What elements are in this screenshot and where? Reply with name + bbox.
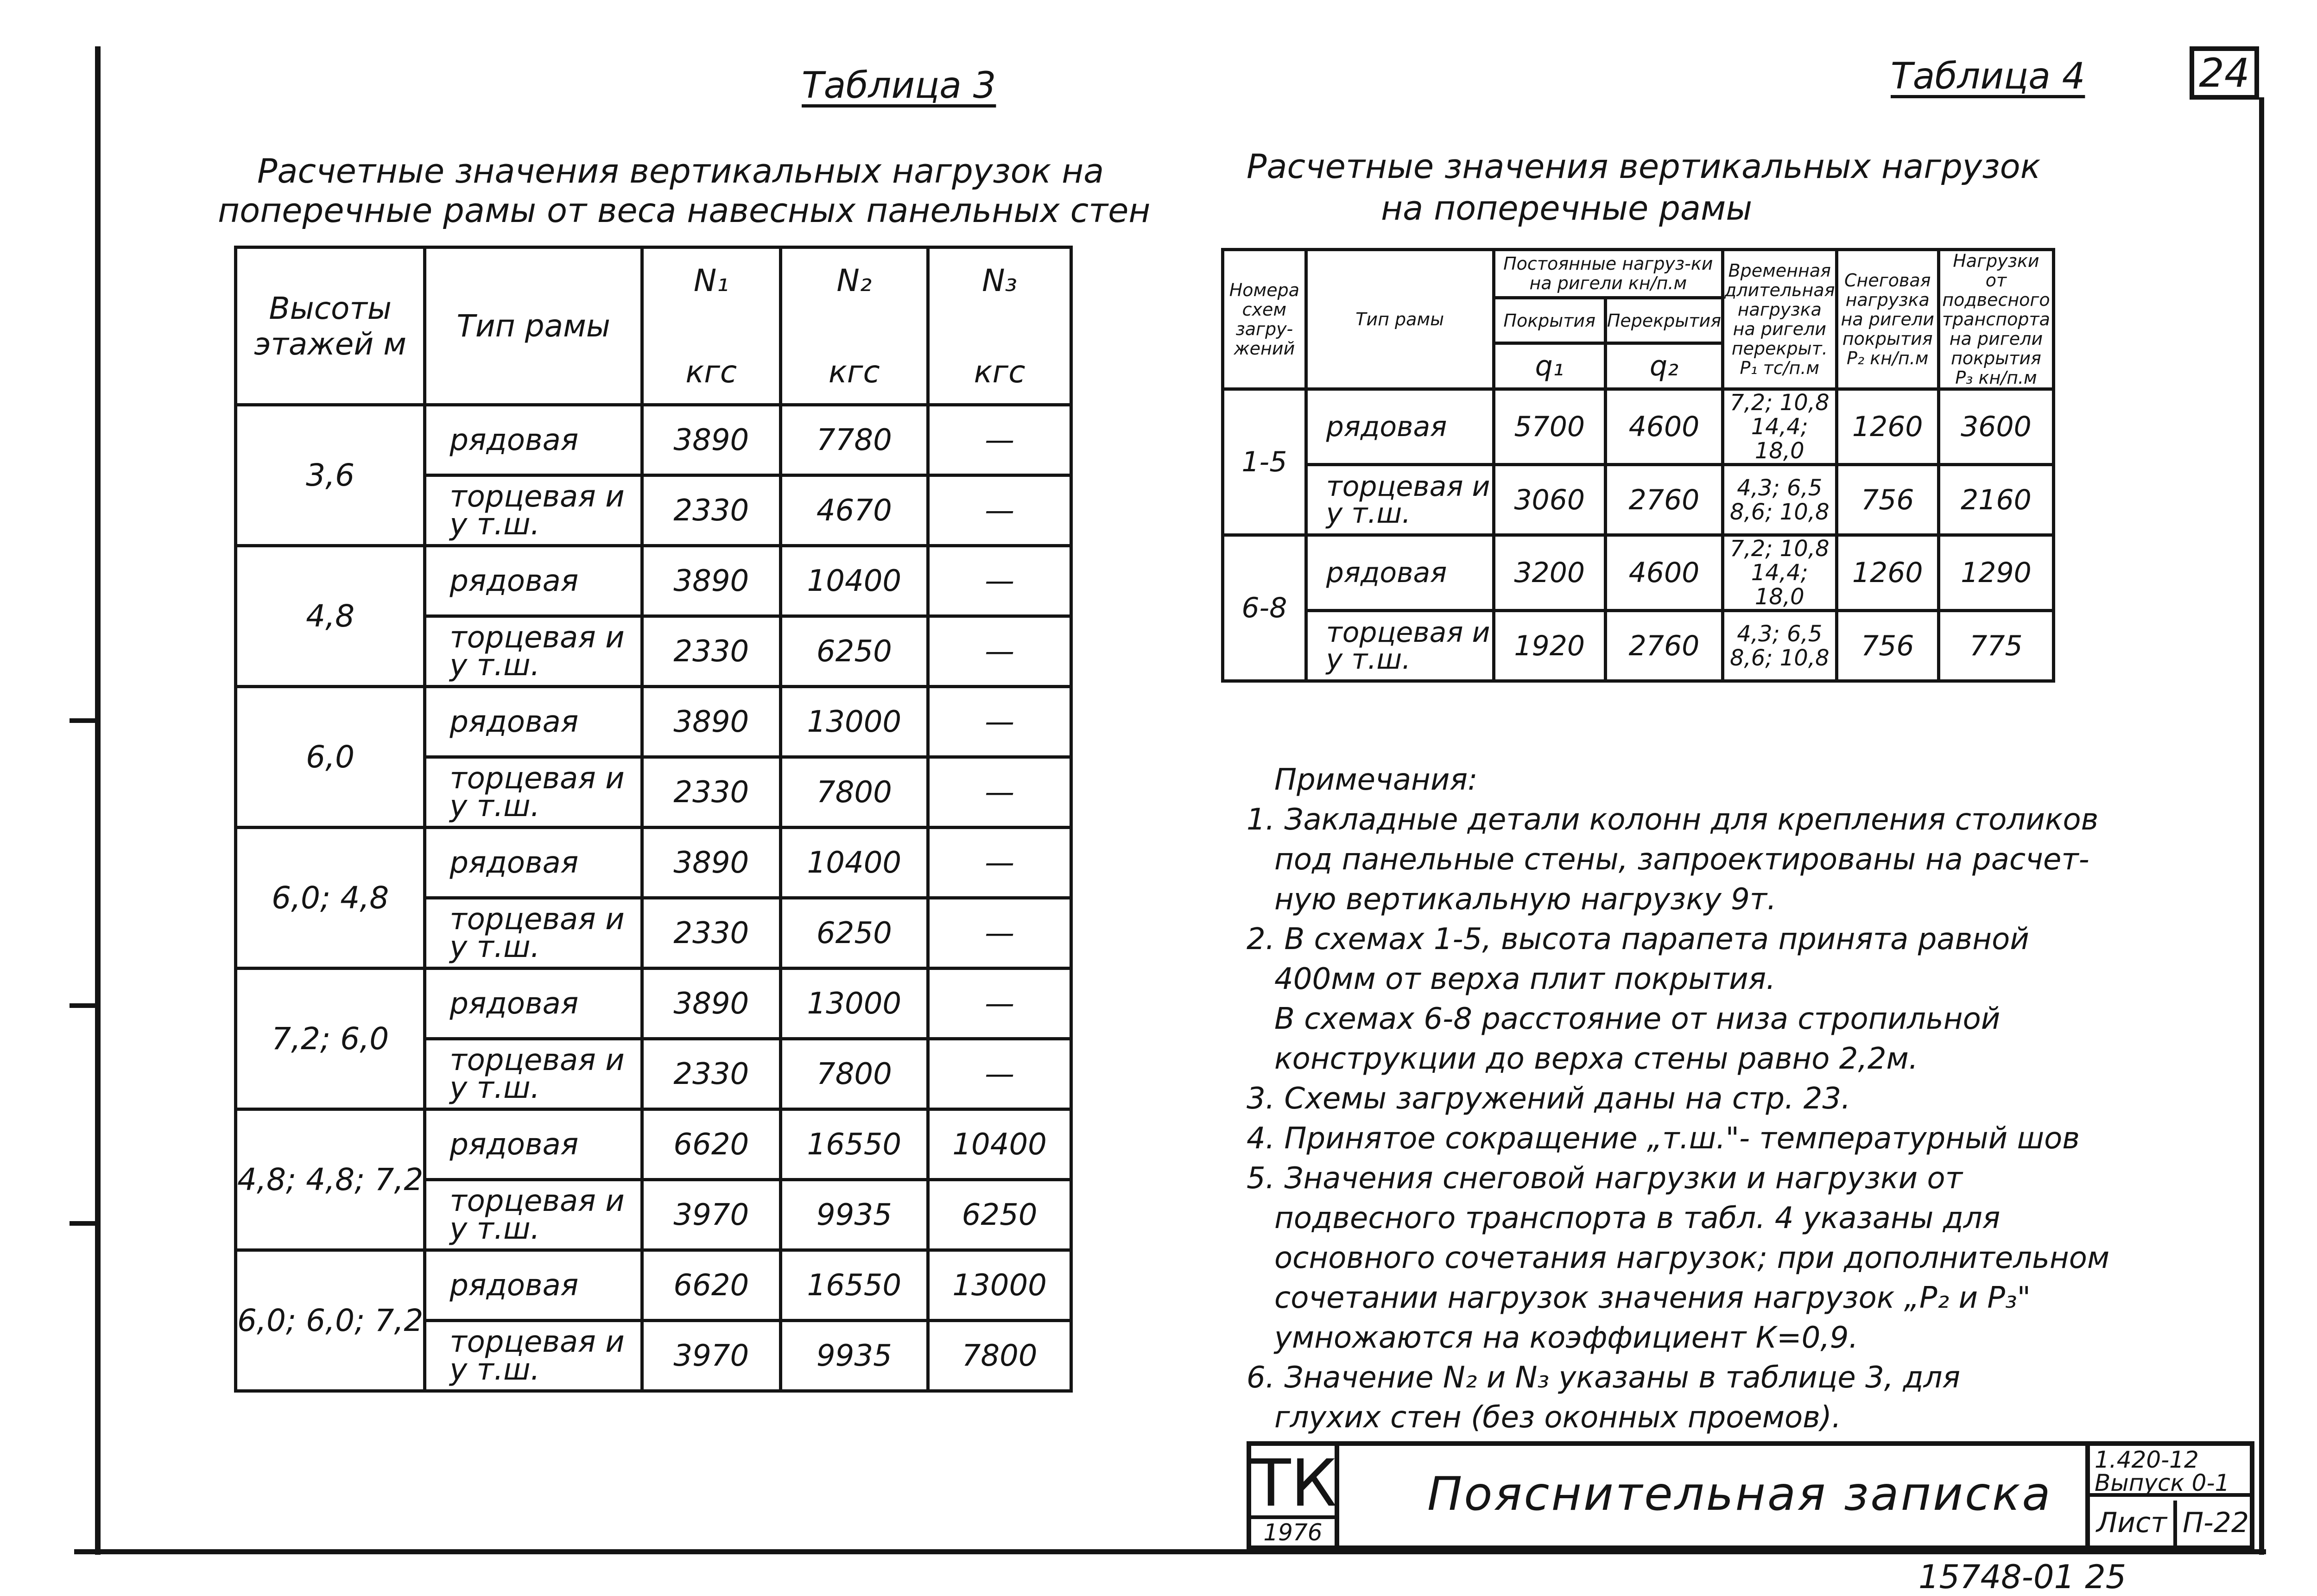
note-line: 6. Значение N₂ и N₃ указаны в таблице 3, для [1247,1361,1961,1395]
stamp-code-block [2085,1446,2254,1545]
t3-header-n2-symbol: N₂ [836,262,872,298]
note-line: конструкции до верха стены равно 2,2м. [1274,1042,1918,1076]
t3-n1-cell: 2330 [642,475,780,546]
t3-n3-cell: — [928,969,1071,1039]
t3-header-n3 [928,247,1071,405]
t4-header-floor: Перекрытия [1605,298,1722,343]
sheet-code: П-22 [2182,1507,2249,1539]
t3-n3-cell: — [928,546,1071,616]
binding-tick [70,718,97,723]
t4-q1-cell: 5700 [1494,389,1605,465]
t4-header-crane: Нагрузки от подвесного транспорта на ригели покрытия P₃ кн/п.м [1938,250,2053,389]
t4-p2-cell: 1260 [1836,535,1938,611]
t4-header-cover: Покрытия [1494,298,1605,343]
t4-scheme-cell: 6-8 [1223,535,1306,681]
table-row [1223,389,2054,465]
t3-height-cell: 7,2; 6,0 [236,969,425,1109]
t3-header-n1-unit: кгс [685,354,737,390]
table-row [236,969,1071,1039]
t4-p1-cell: 7,2; 10,8 14,4; 18,0 [1723,535,1836,611]
note-line: 5. Значения снеговой нагрузки и нагрузки от [1247,1161,1962,1196]
t4-header-snow: Снеговая нагрузка на ригели покрытия P₂ кн/п.м [1836,250,1938,389]
t3-n1-cell: 6620 [642,1109,780,1180]
t4-q2-cell: 2760 [1605,611,1722,681]
t3-header-n1-symbol: N₁ [693,262,729,298]
t4-q2-cell: 4600 [1605,535,1722,611]
t3-n2-cell: 16550 [780,1109,928,1180]
t3-n1-cell: 3890 [642,405,780,475]
table-row [236,546,1071,616]
tk-mark: ТК [1251,1446,1337,1521]
note-line: под панельные стены, запроектированы на расчет- [1274,842,2089,877]
t4-p2-cell: 756 [1836,465,1938,535]
t3-height-cell: 6,0; 4,8 [236,828,425,969]
t3-header-n2-unit: кгс [828,354,880,390]
note-line: основного сочетания нагрузок; при дополнительном [1274,1241,2110,1275]
binding-tick [70,1003,97,1008]
document-name: Пояснительная записка [1427,1467,2052,1521]
note-line: 1. Закладные детали колонн для крепления столиков [1247,803,2099,837]
stamp-year: 1976 [1251,1515,1335,1546]
table3 [234,246,1073,1393]
t3-n3-cell: 13000 [928,1250,1071,1321]
t3-n1-cell: 2330 [642,1039,780,1109]
t3-n3-cell: — [928,828,1071,898]
t4-header-q2: q₂ [1605,343,1722,389]
t3-type-cell: торцевая и у т.ш. [425,475,642,546]
t3-type-cell: рядовая [425,687,642,757]
t4-type-cell: рядовая [1306,535,1494,611]
t3-height-cell: 6,0; 6,0; 7,2 [236,1250,425,1391]
t3-type-cell: торцевая и у т.ш. [425,898,642,969]
t3-type-cell: рядовая [425,969,642,1039]
t3-n2-cell: 7780 [780,405,928,475]
table-row [236,687,1071,757]
t4-header-type: Тип рамы [1306,250,1494,389]
t3-n1-cell: 3890 [642,969,780,1039]
frame-right-border [2259,97,2264,1555]
note-line: сочетании нагрузок значения нагрузок „P₂ и P₃" [1274,1281,2031,1315]
t4-p3-cell: 2160 [1938,465,2053,535]
t3-n1-cell: 2330 [642,898,780,969]
t3-n3-cell: 10400 [928,1109,1071,1180]
t4-q1-cell: 3200 [1494,535,1605,611]
t3-header-n3-symbol: N₃ [982,262,1017,298]
t3-height-cell: 4,8; 4,8; 7,2 [236,1109,425,1250]
t3-n3-cell: — [928,898,1071,969]
sheet-label: Лист [2090,1501,2177,1545]
t3-header-n2 [780,247,928,405]
tk-logo [1251,1446,1339,1545]
note-line: 400мм от верха плит покрытия. [1274,962,1776,996]
t3-type-cell: рядовая [425,1109,642,1180]
table3-title-line1: Расчетные значения вертикальных нагрузок на [257,152,1104,190]
t4-p3-cell: 3600 [1938,389,2053,465]
t3-type-cell: торцевая и у т.ш. [425,616,642,687]
table4-title-line1: Расчетные значения вертикальных нагрузок [1247,147,2041,186]
note-line: 2. В схемах 1-5, высота парапета принята равной [1247,922,2029,956]
t3-n1-cell: 2330 [642,616,780,687]
t3-n3-cell: — [928,405,1071,475]
t3-n1-cell: 3890 [642,687,780,757]
table-row [236,405,1071,475]
table-row [236,1109,1071,1180]
t3-type-cell: рядовая [425,1250,642,1321]
t3-type-cell: рядовая [425,405,642,475]
binding-tick [70,1221,97,1226]
frame-left-border [95,46,101,1555]
note-line: подвесного транспорта в табл. 4 указаны для [1274,1201,2000,1235]
table4-caption: Таблица 4 [1891,56,2085,97]
notes [1247,760,2173,1438]
t4-header-q1: q₁ [1494,343,1605,389]
t3-n2-cell: 4670 [780,475,928,546]
t3-n3-cell: 6250 [928,1180,1071,1250]
t3-header-n3-unit: кгс [974,354,1026,390]
t3-type-cell: рядовая [425,828,642,898]
note-line: В схемах 6-8 расстояние от низа стропильной [1274,1002,2000,1036]
t4-scheme-cell: 1-5 [1223,389,1306,535]
t4-q2-cell: 2760 [1605,465,1722,535]
t4-type-cell: торцевая и у т.ш. [1306,465,1494,535]
t3-n2-cell: 16550 [780,1250,928,1321]
t3-n1-cell: 3970 [642,1180,780,1250]
t3-header-n1 [642,247,780,405]
t3-type-cell: рядовая [425,546,642,616]
t3-n2-cell: 6250 [780,898,928,969]
note-line: 4. Принятое сокращение „т.ш."- температурный шов [1247,1121,2080,1156]
table-row [236,828,1071,898]
note-line: глухих стен (без оконных проемов). [1274,1400,1842,1435]
t3-height-cell: 3,6 [236,405,425,546]
title-block [1247,1441,2254,1550]
t3-n2-cell: 10400 [780,546,928,616]
t3-type-cell: торцевая и у т.ш. [425,757,642,828]
t3-n3-cell: — [928,687,1071,757]
t3-n1-cell: 3970 [642,1321,780,1391]
t3-height-cell: 6,0 [236,687,425,828]
t3-n1-cell: 2330 [642,757,780,828]
t3-type-cell: торцевая и у т.ш. [425,1039,642,1109]
t3-n2-cell: 13000 [780,969,928,1039]
t4-header-scheme: Номера схем загру-жений [1223,250,1306,389]
t3-n1-cell: 3890 [642,828,780,898]
t3-height-cell: 4,8 [236,546,425,687]
table-row [1223,465,2054,535]
t3-n3-cell: — [928,757,1071,828]
t3-header-type: Тип рамы [425,247,642,405]
t3-n2-cell: 6250 [780,616,928,687]
table-row [1223,611,2054,681]
t4-p2-cell: 756 [1836,611,1938,681]
t4-q1-cell: 1920 [1494,611,1605,681]
note-line: умножаются на коэффициент К=0,9. [1274,1321,1858,1355]
table4 [1221,248,2055,683]
table-row [1223,535,2054,611]
note-line: ную вертикальную нагрузку 9т. [1274,882,1777,917]
t3-n1-cell: 6620 [642,1250,780,1321]
table4-title-line2: на поперечные рамы [1381,189,1753,228]
table-row [236,1250,1071,1321]
t3-type-cell: торцевая и у т.ш. [425,1180,642,1250]
t3-type-cell: торцевая и у т.ш. [425,1321,642,1391]
t3-header-height: Высоты этажей м [236,247,425,405]
t3-n3-cell: 7800 [928,1321,1071,1391]
sheet-number: 24 [2190,46,2259,100]
t4-q1-cell: 3060 [1494,465,1605,535]
t4-type-cell: торцевая и у т.ш. [1306,611,1494,681]
t3-n1-cell: 3890 [642,546,780,616]
notes-heading: Примечания: [1274,763,1478,797]
t4-p2-cell: 1260 [1836,389,1938,465]
t4-header-temporary: Временная длительная нагрузка на ригели перекрыт. P₁ тс/п.м [1723,250,1836,389]
t3-n2-cell: 9935 [780,1321,928,1391]
t4-p3-cell: 775 [1938,611,2053,681]
footer-archive-number: 15748-01 25 [1918,1558,2127,1596]
t4-p1-cell: 7,2; 10,8 14,4; 18,0 [1723,389,1836,465]
table3-caption: Таблица 3 [802,65,996,107]
t3-n2-cell: 9935 [780,1180,928,1250]
t4-p1-cell: 4,3; 6,5 8,6; 10,8 [1723,611,1836,681]
t4-type-cell: рядовая [1306,389,1494,465]
t4-header-constant: Постоянные нагруз-ки на ригели кн/п.м [1494,250,1723,298]
t4-p1-cell: 4,3; 6,5 8,6; 10,8 [1723,465,1836,535]
t3-n2-cell: 10400 [780,828,928,898]
t3-n3-cell: — [928,1039,1071,1109]
t3-n3-cell: — [928,616,1071,687]
table3-title-line2: поперечные рамы от веса навесных панельных стен [218,191,1151,230]
t3-n3-cell: — [928,475,1071,546]
t3-n2-cell: 7800 [780,1039,928,1109]
t3-n2-cell: 13000 [780,687,928,757]
t4-p3-cell: 1290 [1938,535,2053,611]
t3-n2-cell: 7800 [780,757,928,828]
series-code: 1.420-12 Выпуск 0-1 [2090,1446,2254,1497]
note-line: 3. Схемы загружений даны на стр. 23. [1247,1082,1851,1116]
t4-q2-cell: 4600 [1605,389,1722,465]
